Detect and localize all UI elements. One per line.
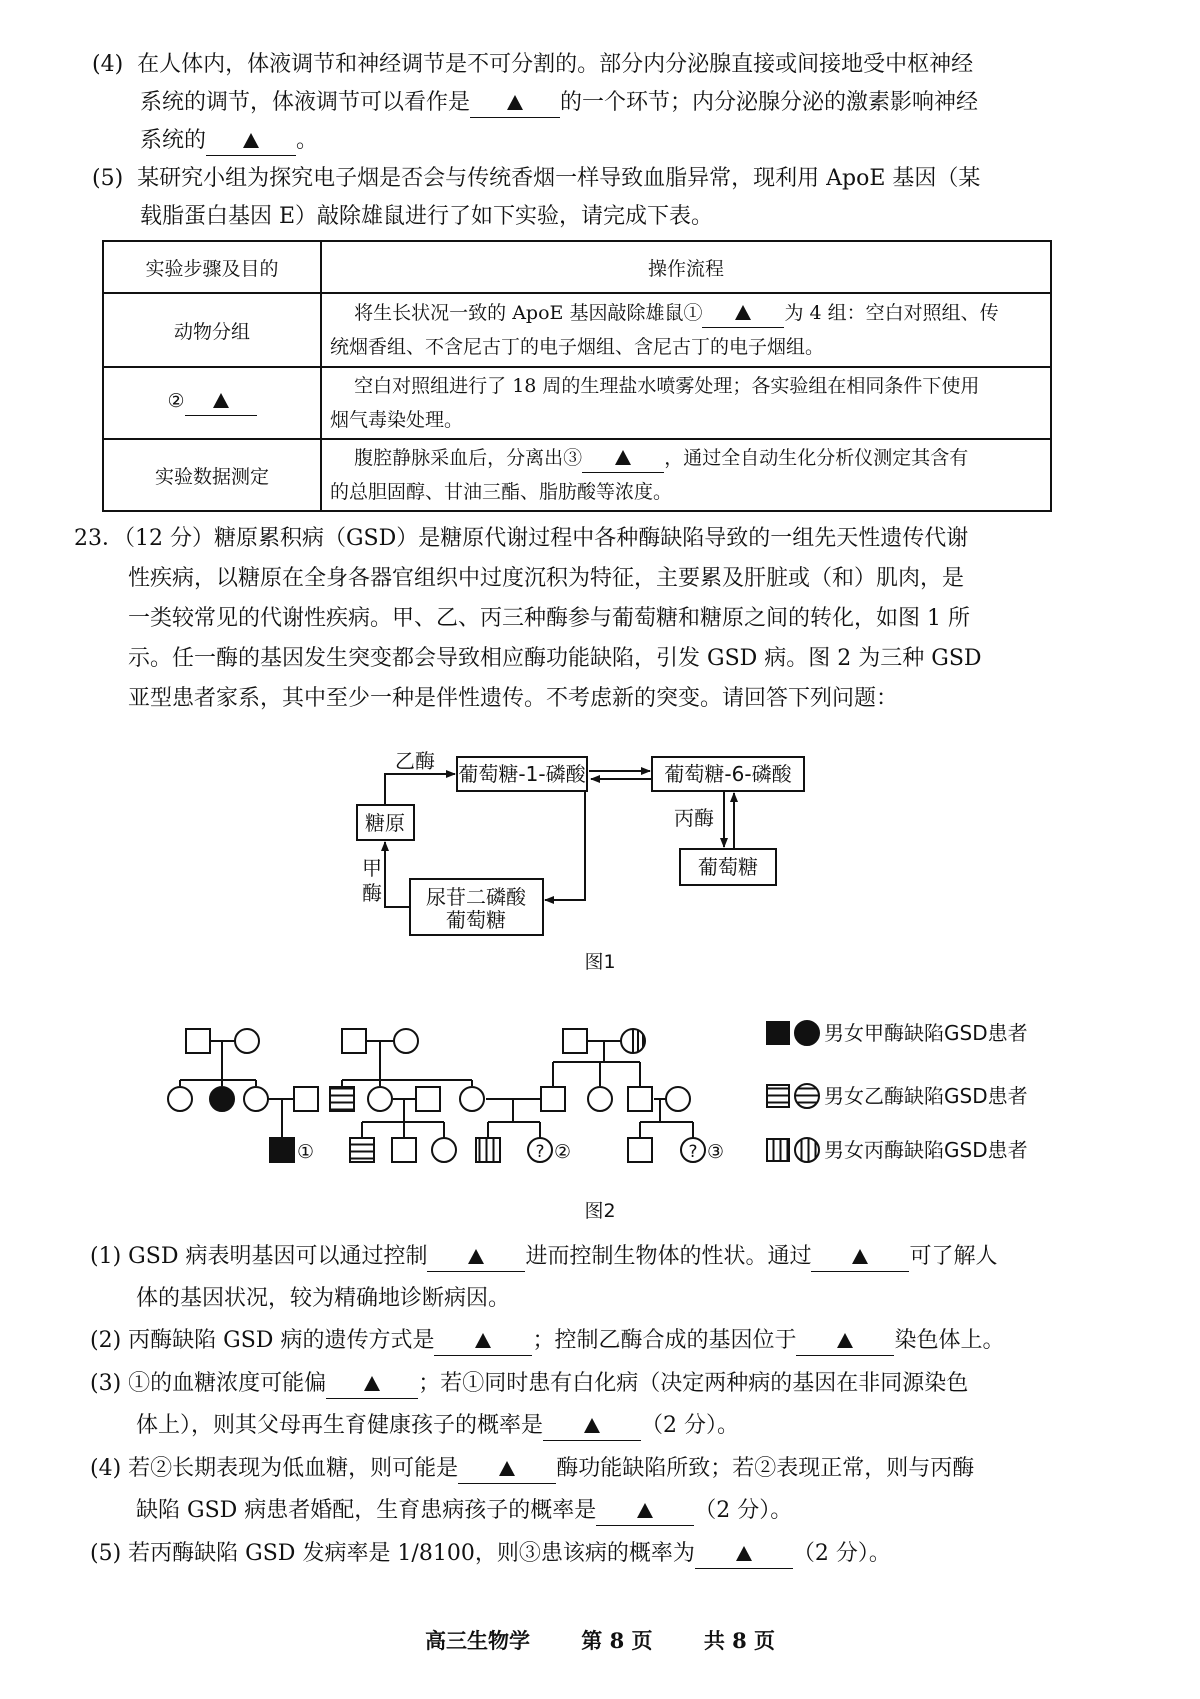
- label-udpg-1: 尿苷二磷酸: [426, 885, 526, 909]
- label-enzyme-jia-2: 酶: [362, 881, 382, 905]
- pedigree-legend: [767, 1021, 819, 1162]
- answer-blank[interactable]: [811, 1247, 909, 1272]
- male-normal: [342, 1029, 366, 1053]
- fig1-labels: [362, 749, 793, 973]
- triangle-icon: [637, 1503, 653, 1518]
- female-normal: [368, 1087, 392, 1111]
- label-udpg-2: 葡萄糖: [446, 908, 506, 932]
- question-mark: ?: [535, 1142, 545, 1162]
- question-4-line2: 缺陷 GSD 病患者婚配，生育患病孩子的概率是 （2 分）。: [136, 1496, 792, 1526]
- question-1: (1) GSD 病表明基因可以通过控制 进而控制生物体的性状。通过 可了解人: [90, 1242, 997, 1272]
- triangle-icon: [736, 1546, 752, 1561]
- question-4: (4) 若②长期表现为低血糖，则可能是 酶功能缺陷所致；若②表现正常，则与丙酶: [90, 1454, 974, 1484]
- label-g1p: 葡萄糖-1-磷酸: [458, 762, 586, 786]
- answer-blank[interactable]: [796, 1331, 894, 1356]
- legend-yi-label: 男女乙酶缺陷GSD患者: [824, 1084, 1028, 1108]
- male-normal: [392, 1138, 416, 1162]
- legend-bing-label: 男女丙酶缺陷GSD患者: [824, 1138, 1028, 1162]
- question-2: (2) 丙酶缺陷 GSD 病的遗传方式是 ；控制乙酶合成的基因位于 染色体上。: [90, 1326, 1004, 1356]
- question-mark: ?: [688, 1142, 698, 1162]
- triangle-icon: [468, 1249, 484, 1264]
- answer-blank[interactable]: [434, 1331, 532, 1356]
- fig2-caption: 图2: [584, 1200, 616, 1222]
- answer-blank[interactable]: [458, 1459, 556, 1484]
- answer-blank[interactable]: [695, 1544, 793, 1569]
- label-enzyme-jia-1: 甲: [362, 856, 382, 880]
- arrow-g1p-to-udpg: [545, 791, 585, 900]
- answer-blank[interactable]: [596, 1501, 694, 1526]
- legend-bing-male-icon: [767, 1139, 789, 1161]
- male-bing-patient-icon: [476, 1138, 500, 1162]
- legend-yi-male-icon: [767, 1085, 789, 1107]
- question-3: (3) ①的血糖浓度可能偏 ；若①同时患有白化病（决定两种病的基因在非同源染色: [90, 1369, 968, 1399]
- header-flow: 操作流程: [321, 241, 1051, 293]
- q23-line5: 亚型患者家系，其中至少一种是伴性遗传。不考虑新的突变。请回答下列问题：: [128, 686, 899, 711]
- mark-3: ③: [707, 1141, 725, 1163]
- question-5: (5) 若丙酶缺陷 GSD 发病率是 1/8100，则③患该病的概率为 （2 分）。: [90, 1539, 891, 1569]
- flow-grouping: 将生长状况一致的 ApoE 基因敲除雄鼠① 为 4 组：空白对照组、传 统烟香组、不含尼古丁的电子烟组、含尼古丁的电子烟组。: [321, 293, 1051, 367]
- q22-5-line2: 载脂蛋白基因 E）敲除雄鼠进行了如下实验，请完成下表。: [140, 204, 714, 229]
- page-footer: [0, 1625, 1200, 1655]
- question-1-line2: 体的基因状况，较为精确地诊断病因。: [136, 1286, 511, 1311]
- footer-subject: 高三生物学: [424, 1628, 530, 1653]
- female-normal: [168, 1087, 192, 1111]
- q22-4-line1: (4) 在人体内，体液调节和神经调节是不可分割的。部分内分泌腺直接或间接地受中枢神经: [92, 52, 974, 77]
- label-glycogen: 糖原: [365, 811, 405, 835]
- female-normal: [666, 1087, 690, 1111]
- answer-blank[interactable]: [427, 1247, 525, 1272]
- label-enzyme-bing: 丙酶: [674, 806, 714, 830]
- q23-line2: 性疾病，以糖原在全身各器官组织中过度沉积为特征，主要累及肝脏或（和）肌肉，是: [128, 566, 965, 591]
- fig1-caption: 图1: [584, 951, 616, 973]
- legend-jia-male-icon: [767, 1022, 789, 1044]
- triangle-icon: [475, 1333, 491, 1348]
- female-normal: [588, 1087, 612, 1111]
- male-normal: [294, 1087, 318, 1111]
- label-enzyme-yi: 乙酶: [395, 749, 435, 773]
- triangle-icon: [837, 1333, 853, 1348]
- female-jia-patient-icon: [210, 1087, 234, 1111]
- mark-2: ②: [554, 1141, 572, 1163]
- female-normal: [432, 1138, 456, 1162]
- q23-line1: 23．（12 分）糖原累积病（GSD）是糖原代谢过程中各种酶缺陷导致的一组先天性遗传代谢: [74, 526, 969, 551]
- flow-treatment: 空白对照组进行了 18 周的生理盐水喷雾处理；各实验组在相同条件下使用 烟气毒染处理。: [321, 367, 1051, 439]
- legend-jia-label: 男女甲酶缺陷GSD患者: [824, 1021, 1028, 1045]
- flow-measure: 腹腔静脉采血后，分离出③ ，通过全自动生化分析仪测定其含有 的总胆固醇、甘油三酯、脂肪酸等浓度。: [321, 439, 1051, 511]
- male-yi-patient-icon: [330, 1087, 354, 1111]
- header-step: 实验步骤及目的: [103, 241, 321, 293]
- male-jia-patient-icon: [270, 1138, 294, 1162]
- answer-blank[interactable]: [326, 1374, 418, 1399]
- triangle-icon: [584, 1418, 600, 1433]
- q22-4-line3: 系统的 。: [140, 126, 318, 156]
- q22-4-line2: 系统的调节，体液调节可以看作是 的一个环节；内分泌腺分泌的激素影响神经: [140, 88, 978, 118]
- label-g6p: 葡萄糖-6-磷酸: [664, 762, 792, 786]
- arrow-glycogen-to-g1p: [385, 774, 455, 805]
- female-normal: [460, 1087, 484, 1111]
- legend-jia-female-icon: [795, 1021, 819, 1045]
- legend-bing-female-icon: [795, 1138, 819, 1162]
- step-measure: 实验数据测定: [103, 439, 321, 511]
- q22-5-line1: (5) 某研究小组为探究电子烟是否会与传统香烟一样导致血脂异常，现利用 ApoE 基因（某: [92, 166, 981, 191]
- step-blank-2: ②: [103, 367, 321, 439]
- triangle-icon: [364, 1376, 380, 1391]
- male-normal: [563, 1029, 587, 1053]
- male-normal: [541, 1087, 565, 1111]
- mark-1: ①: [297, 1141, 315, 1163]
- question-3-line2: 体上），则其父母再生育健康孩子的概率是 （2 分）。: [136, 1411, 739, 1441]
- pedigree-individuals: [168, 1029, 705, 1162]
- female-normal: [235, 1029, 259, 1053]
- male-normal: [628, 1138, 652, 1162]
- legend-yi-female-icon: [795, 1084, 819, 1108]
- q23-line3: 一类较常见的代谢性疾病。甲、乙、丙三种酶参与葡萄糖和糖原之间的转化，如图 1 所: [128, 606, 970, 631]
- arrow-udpg-to-glycogen: [385, 842, 410, 907]
- male-normal: [186, 1029, 210, 1053]
- male-yi-patient-icon: [350, 1138, 374, 1162]
- label-glucose: 葡萄糖: [698, 855, 758, 879]
- footer-page: 第 8 页: [581, 1628, 653, 1653]
- female-normal: [394, 1029, 418, 1053]
- step-grouping: 动物分组: [103, 293, 321, 367]
- triangle-icon: [852, 1249, 868, 1264]
- footer-total: 共 8 页: [703, 1628, 776, 1653]
- male-normal: [416, 1087, 440, 1111]
- q23-line4: 示。任一酶的基因发生突变都会导致相应酶功能缺陷，引发 GSD 病。图 2 为三种 GSD: [128, 646, 982, 671]
- male-normal: [628, 1087, 652, 1111]
- female-normal: [244, 1087, 268, 1111]
- triangle-icon: [499, 1461, 515, 1476]
- answer-blank[interactable]: [543, 1416, 641, 1441]
